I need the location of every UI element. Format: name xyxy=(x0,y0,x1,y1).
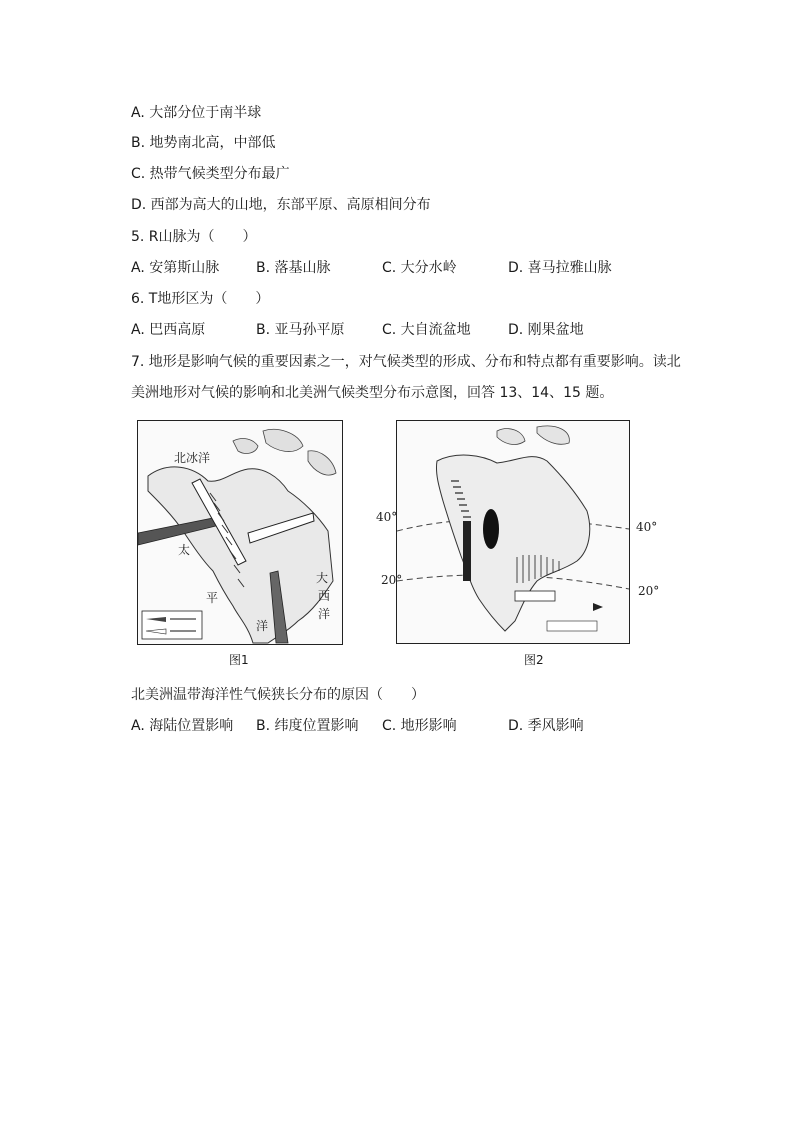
subq-option-c: C. 地形影响 xyxy=(382,718,457,734)
q5-stem: 5. R山脉为（ ） xyxy=(131,229,257,245)
subq-option-d: D. 季风影响 xyxy=(508,718,584,734)
fig1-label-xi: 西 xyxy=(318,589,331,603)
fig1-label-arctic: 北冰洋 xyxy=(174,451,211,465)
q7-stem-line1: 7. 地形是影响气候的重要因素之一，对气候类型的形成、分布和特点都有重要影响。读北 xyxy=(131,354,681,370)
figure2-map xyxy=(396,420,630,644)
fig1-label-tai: 太 xyxy=(178,543,191,557)
q5-option-a: A. 安第斯山脉 xyxy=(131,260,220,276)
subq-option-a: A. 海陆位置影响 xyxy=(131,718,234,734)
q6-stem: 6. T地形区为（ ） xyxy=(131,291,270,307)
q6-option-c: C. 大自流盆地 xyxy=(382,322,471,338)
q4-option-d: D. 西部为高大的山地，东部平原、高原相间分布 xyxy=(131,197,431,213)
fig2-lat-right40: 40° xyxy=(636,520,658,534)
q5-options xyxy=(131,259,671,277)
q4-option-c: C. 热带气候类型分布最广 xyxy=(131,166,290,182)
fig2-lat-right20: 20° xyxy=(638,584,660,598)
fig1-label-ping: 平 xyxy=(206,591,219,605)
figure1-caption: 图1 xyxy=(229,653,249,667)
q5-option-c: C. 大分水岭 xyxy=(382,260,457,276)
figure1-sketch xyxy=(138,421,342,644)
q5-option-d: D. 喜马拉雅山脉 xyxy=(508,260,612,276)
fig1-label-yang2: 洋 xyxy=(318,607,331,621)
q6-option-a: A. 巴西高原 xyxy=(131,322,206,338)
figure1-map xyxy=(137,420,343,645)
q7-stem-line2: 美洲地形对气候的影响和北美洲气候类型分布示意图，回答 13、14、15 题。 xyxy=(131,385,614,401)
fig2-lat-left40: 40° xyxy=(376,510,398,524)
q6-options xyxy=(131,321,671,339)
fig1-label-yang: 洋 xyxy=(256,619,269,633)
q4-option-b: B. 地势南北高，中部低 xyxy=(131,135,276,151)
subq-option-b: B. 纬度位置影响 xyxy=(256,718,359,734)
subq-options xyxy=(131,717,671,735)
q6-option-b: B. 亚马孙平原 xyxy=(256,322,345,338)
q5-option-b: B. 落基山脉 xyxy=(256,260,331,276)
q6-option-d: D. 刚果盆地 xyxy=(508,322,584,338)
figure2-caption: 图2 xyxy=(524,653,544,667)
figure2-sketch xyxy=(397,421,629,643)
fig2-lat-left20: 20° xyxy=(381,573,403,587)
subq-stem: 北美洲温带海洋性气候狭长分布的原因（ ） xyxy=(131,687,425,703)
q4-option-a: A. 大部分位于南半球 xyxy=(131,105,262,121)
fig1-label-da: 大 xyxy=(316,571,329,585)
